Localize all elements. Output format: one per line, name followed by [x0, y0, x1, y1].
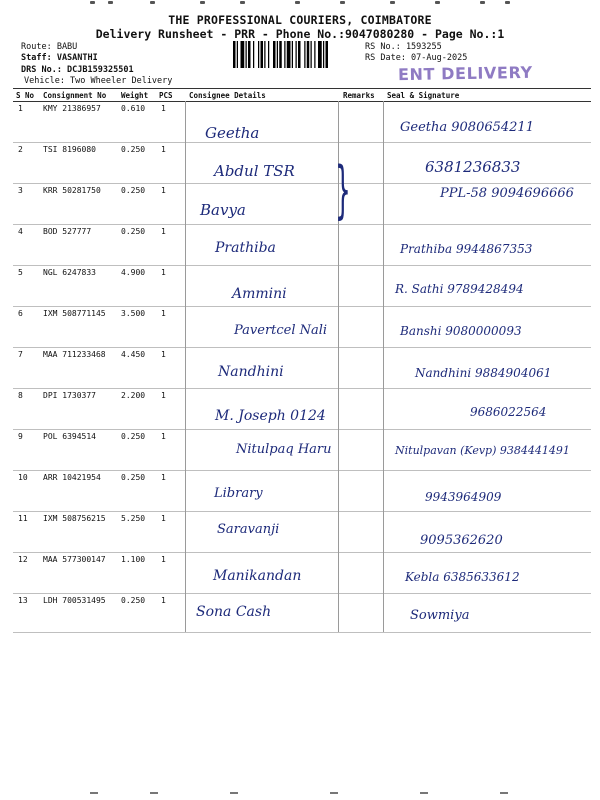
- row-sno: 12: [18, 555, 28, 564]
- barcode: [233, 41, 360, 68]
- barcode-bar: [241, 41, 245, 68]
- handwritten-consignee: Library: [214, 486, 263, 501]
- rs-number: RS No.: 1593255: [365, 42, 442, 52]
- handwritten-signature: 6381236833: [425, 158, 521, 176]
- barcode-bar: [314, 41, 315, 68]
- row-sno: 8: [18, 391, 23, 400]
- row-pcs: 1: [161, 104, 166, 113]
- col-pcs: PCS: [159, 91, 173, 100]
- handwritten-signature: Nitulpavan (Kevp) 9384441491: [395, 444, 570, 457]
- row-pcs: 1: [161, 309, 166, 318]
- handwritten-consignee: Nandhini: [218, 364, 284, 380]
- row-weight: 2.200: [121, 391, 146, 400]
- row-pcs: 1: [161, 268, 166, 277]
- handwritten-consignee: Manikandan: [213, 568, 302, 584]
- company-title: THE PROFESSIONAL COURIERS, COIMBATORE: [168, 13, 432, 27]
- table-bottom-rule: [13, 632, 591, 633]
- handwritten-consignee: Nitulpaq Haru: [236, 442, 332, 457]
- row-weight: 0.250: [121, 145, 146, 154]
- handwritten-signature: Sowmiya: [410, 608, 470, 623]
- row-sno: 3: [18, 186, 23, 195]
- row-pcs: 1: [161, 473, 166, 482]
- row-consignment: POL 6394514: [43, 432, 96, 441]
- vehicle-label: Vehicle: Two Wheeler Delivery: [24, 76, 173, 86]
- row-sno: 7: [18, 350, 23, 359]
- rs-date: RS Date: 07-Aug-2025: [365, 53, 468, 63]
- row-consignment: IXM 508756215: [43, 514, 106, 523]
- handwritten-signature: 9686022564: [470, 405, 547, 419]
- barcode-bar: [261, 41, 264, 68]
- handwritten-consignee: Abdul TSR: [214, 162, 295, 180]
- delivery-stamp: ENT DELIVERY: [397, 62, 533, 85]
- row-weight: 0.250: [121, 596, 146, 605]
- row-pcs: 1: [161, 145, 166, 154]
- row-consignment: ARR 10421954: [43, 473, 101, 482]
- col-consignment: Consignment No: [43, 91, 107, 100]
- row-consignment: IXM 508771145: [43, 309, 106, 318]
- row-weight: 3.500: [121, 309, 146, 318]
- col-weight: Weight: [121, 91, 149, 100]
- route-label: Route: BABU: [21, 42, 78, 52]
- barcode-bar: [277, 41, 278, 68]
- handwritten-signature: Geetha 9080654211: [400, 120, 534, 135]
- handwritten-consignee: Prathiba: [215, 240, 276, 256]
- row-pcs: 1: [161, 432, 166, 441]
- barcode-bar: [296, 41, 297, 68]
- barcode-bar: [273, 41, 276, 68]
- barcode-bar: [253, 41, 254, 68]
- row-pcs: 1: [161, 391, 166, 400]
- row-sno: 13: [18, 596, 28, 605]
- row-sno: 1: [18, 104, 23, 113]
- row-weight: 4.450: [121, 350, 146, 359]
- row-sno: 5: [18, 268, 23, 277]
- handwritten-consignee: Geetha: [205, 124, 260, 142]
- row-pcs: 1: [161, 186, 166, 195]
- handwritten-signature: R. Sathi 9789428494: [395, 282, 524, 296]
- handwritten-consignee: Pavertcel Nali: [234, 323, 328, 338]
- barcode-bar: [318, 41, 322, 68]
- barcode-bar: [326, 41, 329, 68]
- row-consignment: MAA 711233468: [43, 350, 106, 359]
- barcode-bar: [287, 41, 291, 68]
- barcode-bar: [246, 41, 247, 68]
- row-sno: 10: [18, 473, 28, 482]
- handwritten-signature: 9943964909: [425, 490, 502, 504]
- drs-number: DRS No.: DCJB159325501: [21, 65, 134, 75]
- handwritten-consignee: Sona Cash: [196, 604, 272, 620]
- barcode-bar: [279, 41, 282, 68]
- barcode-bar: [284, 41, 285, 68]
- row-consignment: NGL 6247833: [43, 268, 96, 277]
- table-header: [13, 88, 591, 102]
- col-sno: S No: [16, 91, 35, 100]
- handwritten-signature: 9095362620: [420, 533, 503, 548]
- row-weight: 4.900: [121, 268, 146, 277]
- runsheet-subtitle: Delivery Runsheet - PRR - Phone No.:9047080280 - Page No.:1: [95, 27, 505, 41]
- row-sno: 6: [18, 309, 23, 318]
- barcode-bar: [264, 41, 265, 68]
- handwritten-signature: Prathiba 9944867353: [400, 242, 533, 256]
- scan-specks-bottom: [0, 792, 600, 796]
- row-weight: 0.250: [121, 473, 146, 482]
- barcode-bar: [292, 41, 293, 68]
- row-consignment: DPI 1730377: [43, 391, 96, 400]
- barcode-bar: [323, 41, 324, 68]
- barcode-bar: [307, 41, 310, 68]
- handwritten-signature: Nandhini 9884904061: [415, 366, 552, 380]
- handwritten-signature: PPL-58 9094696666: [440, 186, 574, 201]
- row-consignment: TSI 8196080: [43, 145, 96, 154]
- staff-label: Staff: VASANTHI: [21, 53, 98, 63]
- handwritten-consignee: Ammini: [232, 286, 287, 302]
- row-sno: 11: [18, 514, 28, 523]
- barcode-bar: [233, 41, 236, 68]
- row-weight: 1.100: [121, 555, 146, 564]
- row-pcs: 1: [161, 227, 166, 236]
- row-consignment: BOD 527777: [43, 227, 92, 236]
- barcode-bar: [298, 41, 301, 68]
- scan-specks-top: [90, 0, 510, 8]
- row-consignment: LDH 700531495: [43, 596, 106, 605]
- row-weight: 0.250: [121, 227, 146, 236]
- barcode-bar: [237, 41, 238, 68]
- handwritten-brace: }: [335, 153, 351, 226]
- handwritten-consignee: M. Joseph 0124: [215, 408, 326, 424]
- handwritten-signature: Kebla 6385633612: [405, 570, 520, 584]
- row-consignment: KMY 21386957: [43, 104, 101, 113]
- row-sno: 4: [18, 227, 23, 236]
- row-sno: 2: [18, 145, 23, 154]
- handwritten-signature: Banshi 9080000093: [400, 324, 522, 338]
- row-sno: 9: [18, 432, 23, 441]
- row-pcs: 1: [161, 514, 166, 523]
- row-pcs: 1: [161, 350, 166, 359]
- handwritten-consignee: Saravanji: [217, 522, 280, 537]
- col-consignee: Consignee Details: [189, 91, 266, 100]
- barcode-bar: [304, 41, 305, 68]
- row-pcs: 1: [161, 555, 166, 564]
- barcode-bar: [268, 41, 269, 68]
- col-remarks: Remarks: [343, 91, 375, 100]
- col-seal: Seal & Signature: [387, 91, 460, 100]
- barcode-bar: [248, 41, 251, 68]
- row-consignment: KRR 50281750: [43, 186, 101, 195]
- handwritten-consignee: Bavya: [200, 201, 246, 219]
- row-weight: 0.610: [121, 104, 146, 113]
- row-consignment: MAA 577300147: [43, 555, 106, 564]
- row-weight: 5.250: [121, 514, 146, 523]
- row-pcs: 1: [161, 596, 166, 605]
- barcode-bar: [258, 41, 259, 68]
- row-weight: 0.250: [121, 186, 146, 195]
- row-weight: 0.250: [121, 432, 146, 441]
- barcode-bar: [311, 41, 312, 68]
